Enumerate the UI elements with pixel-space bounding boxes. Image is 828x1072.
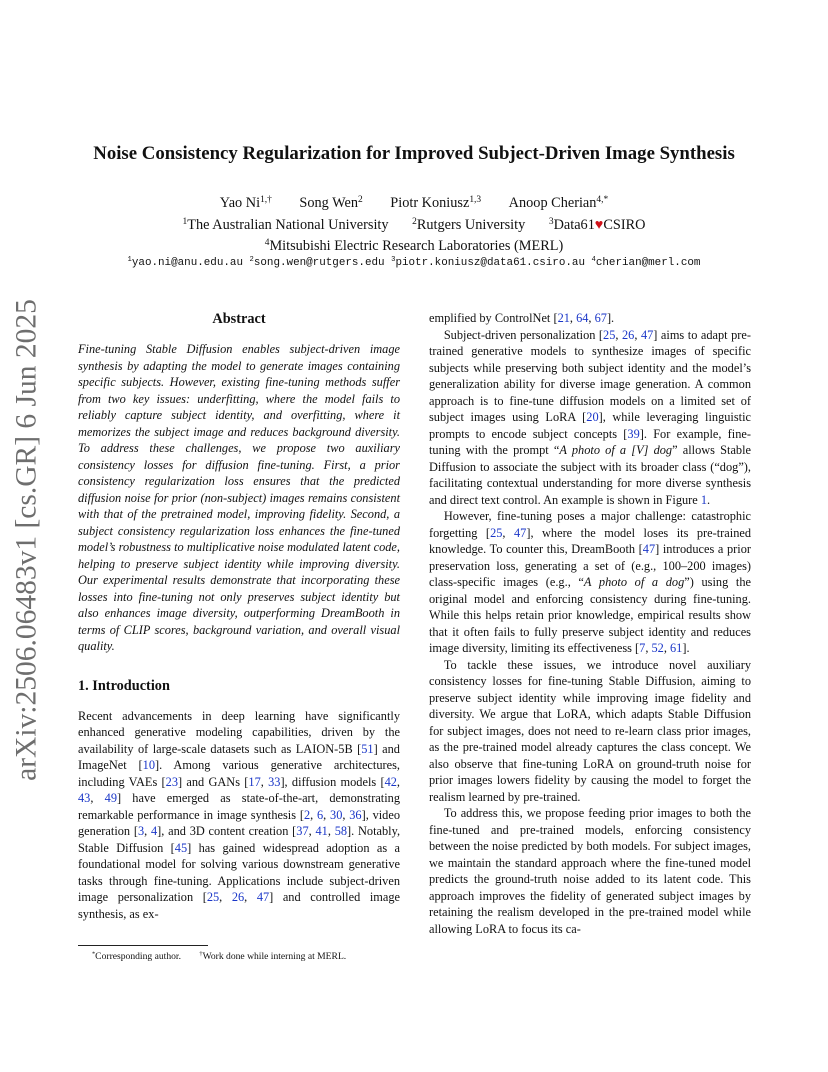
citation-link[interactable]: 51 [361, 741, 374, 756]
citation-link[interactable]: 58 [334, 824, 348, 838]
email-list [0, 257, 828, 269]
citation-link[interactable]: 47 [640, 327, 654, 342]
citation-link[interactable]: 25 [490, 525, 503, 540]
affiliation: $^3$Data61♥CSIRO [548, 216, 646, 233]
intro-paragraph: Recent advancements in deep learning have significantly enhanced generative modeling capabilities, driven by the availability of large-scale datasets such as LAION-5B [51] and ImageNet [10]. Among various generative architectures, including VAEs [23] and GANs [17, 33], diffusion models [42, 43, 49] have emerged as state-of-the-art, demonstrating remarkable performance in image synthesis [2, 6, 30, 36], video generation [3, 4], and 3D content creation [37, 41, 58]. Notably, Stable Diffusion [45] has gained widespread adoption as a foundational model for solving various downstream generative tasks through fine-tuning. Applications include subject-driven image personalization [25, 26, 47] and controlled image synthesis, as ex- [78, 708, 401, 921]
author: Piotr Koniusz$^{1,3}$ [390, 194, 482, 211]
body-paragraph: To tackle these issues, we introduce novel auxiliary consistency losses for fine-tuning Stable Diffusion, aiming to preserve subject identity while improving image fidelity and diversity. We argue that LoRA, which adapts Stable Diffusion for subject images, does not need to re-learn class prior images, as the pre-trained model already captures the class concept. We also observe that fine-tuning LoRA on ground-truth noise for prior images lowers fidelity by causing the model to forget the realism learned by pre-trained. [429, 657, 751, 804]
footnote: †Work done while interning at MERL. [199, 950, 347, 962]
citation-link[interactable]: 39 [627, 426, 640, 441]
citation-link[interactable]: 2 [303, 807, 311, 822]
citation-link[interactable]: 25 [206, 890, 220, 904]
citation-link[interactable]: 23 [165, 774, 178, 789]
footnote-divider [78, 945, 208, 946]
footnotes [92, 951, 362, 962]
body-paragraph: However, fine-tuning poses a major challenge: catastrophic forgetting [25, 47], where the model loses its pre-trained knowledge. To counter this, DreamBooth [47] introduces a prior preservation loss, generating a set of (e.g., 100–200 images) class-specific images (e.g., “A photo of a dog”) using the original model and enforcing consistency during fine-tuning. While this helps retain prior knowledge, empirical results show that it often fails to fully preserve subject identity and reduces image diversity, limiting its effectiveness [7, 52, 61]. [429, 509, 752, 655]
body-paragraph: emplified by ControlNet [21, 64, 67]. [429, 311, 615, 325]
citation-link[interactable]: 33 [268, 774, 281, 789]
citation-link[interactable]: 6 [316, 807, 324, 822]
arxiv-identifier: arXiv:2506.06483v1 [cs.GR] 6 Jun 2025 [10, 299, 43, 781]
citation-link[interactable]: 64 [576, 311, 589, 325]
introduction-heading: 1. Introduction [78, 677, 170, 694]
abstract-text: Fine-tuning Stable Diffusion enables subject-driven image synthesis by adapting the model to generate images containing specific subjects. However, existing fine-tuning methods suffer from two key issues: underfitting, where the model fails to reliably capture subject identity, and overfitting, where it memorizes the subject image and reduces background diversity. To address these challenges, we propose two auxiliary consistency losses for diffusion fine-tuning. First, a prior consistency regularization loss ensures that the predicted diffusion noise for prior (non-subject) images remains consistent with that of the pretrained model, improving fidelity. Second, a subject consistency regularization loss enhances the fine-tuned model’s robustness to multiplicative noise modulated latent code, helping to preserve subject identity while improving diversity. Our experimental results demonstrate that incorporating these losses into fine-tuning not only preserves subject identity but also enhances image diversity, outperforming DreamBooth in terms of CLIP scores, background variation, and overall visual quality. [78, 342, 400, 653]
affiliations [0, 215, 828, 256]
body-paragraph: Subject-driven personalization [25, 26, 47] aims to adapt pre-trained generative models to synthesize images of specific subjects while preserving both subject identity and the model’s generalization ability for diverse image generation. A common approach is to fine-tune diffusion models on a limited set of subject images using LoRA [20], while leveraging linguistic prompts to encode subject concepts [39]. For example, fine-tuning with the prompt “A photo of a [V] dog” allows Stable Diffusion to associate the subject with its broader class (“dog”), facilitating contextual understanding for more diverse synthesis and direct text control. An example is shown in Figure 1. [429, 327, 752, 507]
citation-link[interactable]: 37 [296, 824, 309, 838]
email[interactable]: $^2$song.wen@rutgers.edu [249, 256, 385, 269]
figure-link[interactable]: 1 [700, 492, 708, 507]
abstract-heading: Abstract [212, 311, 266, 327]
email[interactable]: $^3$piotr.koniusz@data61.csiro.au [391, 256, 585, 269]
citation-link[interactable]: 52 [651, 641, 664, 655]
right-column [429, 310, 751, 937]
author-list [0, 193, 828, 215]
affiliation-line-2: $^4$Mitsubishi Electric Research Laboratories (MERL) [264, 237, 564, 254]
citation-link[interactable]: 45 [174, 840, 188, 855]
citation-link[interactable]: 67 [594, 311, 607, 325]
citation-link[interactable]: 7 [639, 641, 646, 655]
citation-link[interactable]: 47 [642, 542, 656, 556]
author: Yao $Ni^{1,\dagger}$ [219, 194, 272, 211]
citation-link[interactable]: 20 [586, 410, 599, 424]
footnote: *Corresponding author. [92, 950, 181, 962]
affiliation-line-1 [0, 215, 828, 236]
citation-link[interactable]: 26 [231, 890, 245, 904]
citation-link[interactable]: 3 [137, 824, 145, 838]
left-column [78, 310, 400, 922]
heart-icon: ♥ [594, 217, 604, 233]
citation-link[interactable]: 42 [384, 774, 397, 789]
citation-link[interactable]: 47 [513, 525, 527, 540]
prompt-example: A photo of a dog [583, 575, 685, 589]
prompt-example: A photo of a [V] dog [559, 443, 673, 457]
citation-link[interactable]: 43 [78, 791, 91, 805]
citation-link[interactable]: 41 [315, 824, 328, 838]
citation-link[interactable]: 61 [670, 641, 683, 655]
citation-link[interactable]: 26 [622, 327, 635, 342]
affiliation: $^2$Rutgers University [412, 216, 526, 233]
affiliation: $^1$The Australian National University [182, 216, 389, 233]
citation-link[interactable]: 49 [104, 791, 117, 805]
citation-link[interactable]: 17 [248, 774, 261, 789]
citation-link[interactable]: 4 [151, 824, 158, 838]
citation-link[interactable]: 47 [256, 890, 270, 904]
email[interactable]: $^1$yao.ni@anu.edu.au [127, 256, 243, 269]
author: Anoop Cherian$^{4,*}$ [508, 194, 609, 211]
citation-link[interactable]: 25 [603, 327, 616, 342]
citation-link[interactable]: 36 [349, 807, 362, 822]
citation-link[interactable]: 10 [142, 758, 156, 772]
email[interactable]: $^4$cherian@merl.com [591, 256, 701, 269]
citation-link[interactable]: 21 [557, 311, 570, 325]
author: Song Wen$^2$ [299, 194, 363, 211]
paper-title: Noise Consistency Regularization for Improved Subject-Driven Image Synthesis [93, 143, 735, 164]
citation-link[interactable]: 30 [330, 807, 343, 822]
body-paragraph: To address this, we propose feeding prior images to both the fine-tuned and pre-trained models, enforcing consistency between the noise predicted by both models. For subject images, we maintain the standard approach where the fine-tuned model predicts the ground-truth noise added to its latent code. This approach improves the fidelity of generated subject images by retaining the realism developed in the pre-trained model while allowing LoRA to focus its ca- [429, 806, 751, 936]
